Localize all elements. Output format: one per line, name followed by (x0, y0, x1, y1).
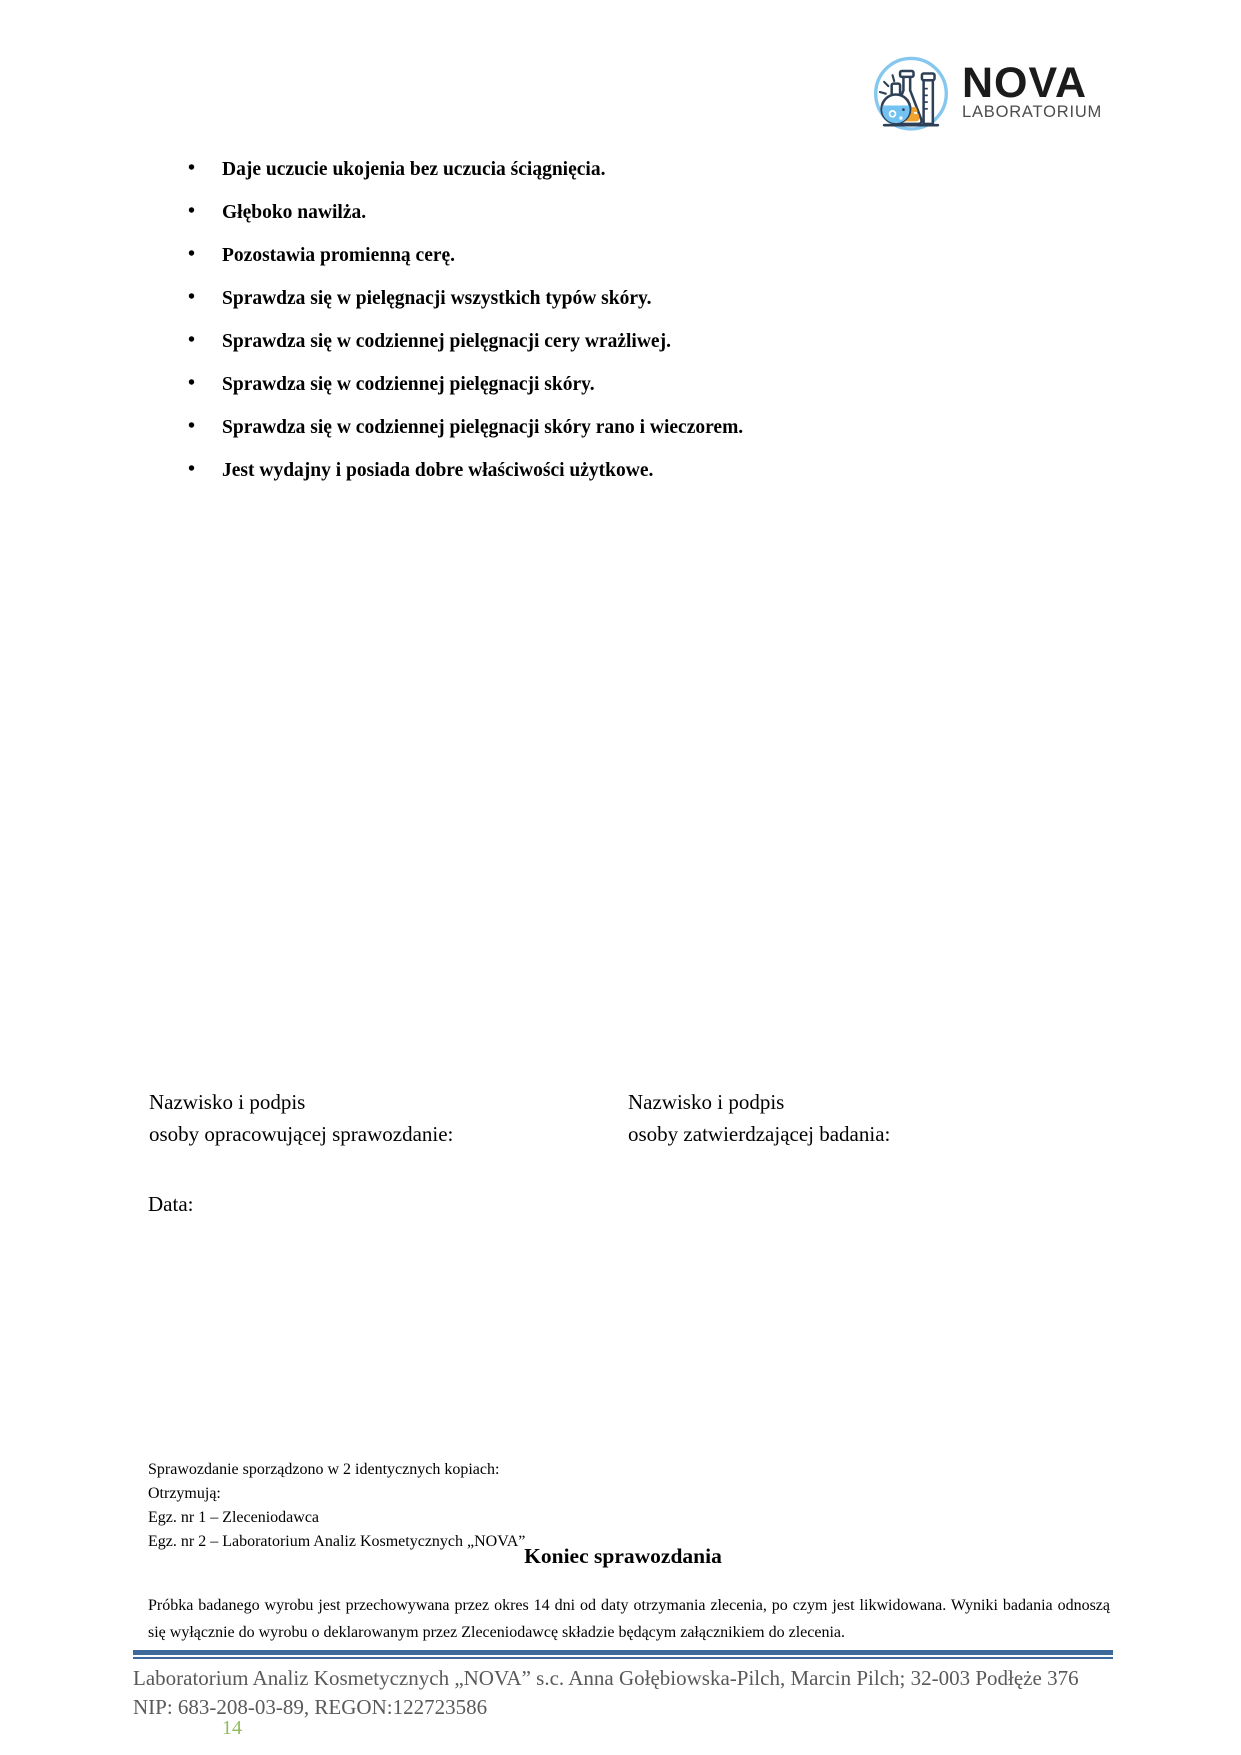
distribution-line: Egz. nr 2 – Laboratorium Analiz Kosmetycznych „NOVA” (148, 1533, 526, 1550)
signature-block-approver (628, 1086, 890, 1150)
list-item (188, 287, 1088, 310)
logo-subtitle: LABORATORIUM (962, 103, 1103, 121)
page-number: 14 (222, 1717, 242, 1739)
claim-text: Sprawdza się w codziennej pielęgnacji skóry. (222, 374, 595, 395)
signature-label: Nazwisko i podpis (149, 1090, 306, 1114)
product-claims-list (188, 158, 1088, 502)
claim-text: Sprawdza się w pielęgnacji wszystkich typów skóry. (222, 288, 652, 309)
distribution-line: Otrzymują: (148, 1485, 221, 1502)
claim-text: Sprawdza się w codziennej pielęgnacji cery wrażliwej. (222, 331, 671, 352)
footer (133, 1664, 1133, 1722)
signature-role: osoby zatwierdzającej badania: (628, 1122, 891, 1146)
bullet-icon: • (188, 157, 196, 179)
distribution-line: Egz. nr 1 – Zleceniodawca (148, 1509, 320, 1526)
claim-text: Jest wydajny i posiada dobre właściwości użytkowe. (222, 460, 654, 481)
nova-logo (868, 50, 1102, 134)
signature-block-author (149, 1086, 453, 1150)
footer-divider (133, 1650, 1113, 1659)
claim-text: Głęboko nawilża. (222, 202, 367, 223)
logo-text (962, 59, 1103, 121)
signature-role: osoby opracowującej sprawozdanie: (149, 1122, 454, 1146)
list-item (188, 158, 1088, 181)
distribution-line: Sprawozdanie sporządzono w 2 identycznych kopiach: (148, 1461, 500, 1478)
list-item (188, 459, 1088, 482)
distribution-note (148, 1458, 525, 1554)
footer-address: Laboratorium Analiz Kosmetycznych „NOVA” s.c. Anna Gołębiowska-Pilch, Marcin Pilch; 32-003 Podłęże 376 (133, 1666, 1079, 1690)
claim-text: Daje uczucie ukojenia bez uczucia ściągnięcia. (222, 159, 606, 180)
bullet-icon: • (188, 243, 196, 265)
footer-ids: NIP: 683-208-03-89, REGON:122723586 (133, 1695, 488, 1719)
bullet-icon: • (188, 286, 196, 308)
retention-note: Próbka badanego wyrobu jest przechowywana przez okres 14 dni od daty otrzymania zlecenia, po czym jest likwidowana. Wyniki badania odnoszą się wyłącznie do wyrobu o deklarowanym przez Zleceniodawcę składzie będącym załącznikiem do zlecenia. (148, 1597, 1110, 1641)
bullet-icon: • (188, 458, 196, 480)
bullet-icon: • (188, 415, 196, 437)
bullet-icon: • (188, 200, 196, 222)
list-item (188, 201, 1088, 224)
list-item (188, 330, 1088, 353)
logo-title: NOVA (962, 59, 1088, 107)
divider-thin-line (133, 1657, 1113, 1659)
claim-text: Sprawdza się w codziennej pielęgnacji skóry rano i wieczorem. (222, 417, 744, 438)
lab-flasks-icon (868, 50, 954, 134)
list-item (188, 416, 1088, 439)
end-of-report-heading: Koniec sprawozdania (524, 1544, 722, 1568)
bullet-icon: • (188, 329, 196, 351)
date-label: Data: (148, 1192, 194, 1216)
signature-label: Nazwisko i podpis (628, 1090, 785, 1114)
list-item (188, 244, 1088, 267)
list-item (188, 373, 1088, 396)
claim-text: Pozostawia promienną cerę. (222, 245, 456, 266)
bullet-icon: • (188, 372, 196, 394)
